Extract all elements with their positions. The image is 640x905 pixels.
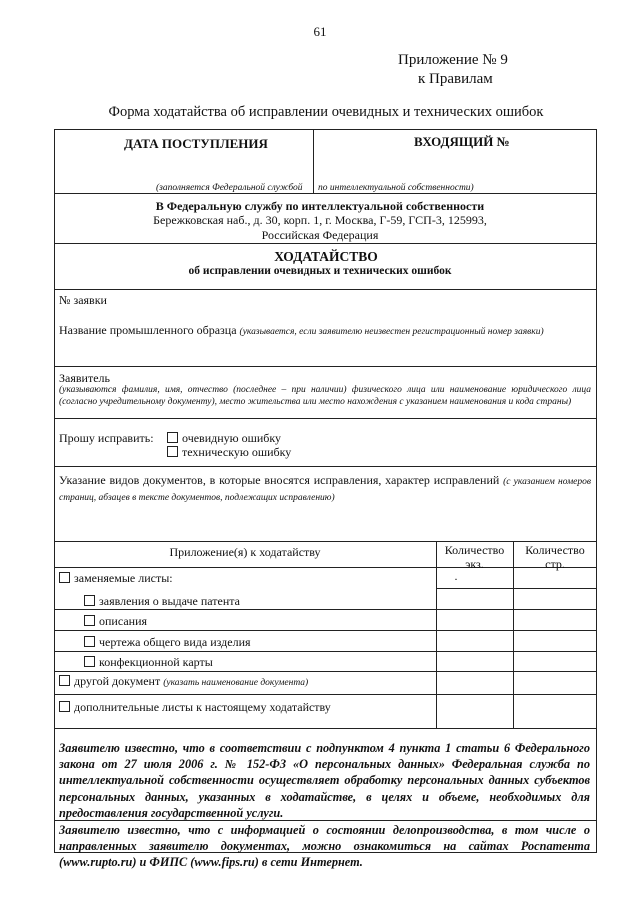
attachment-label: заменяемые листы: xyxy=(74,571,173,585)
attachment-label: конфекционной карты xyxy=(99,655,213,669)
incoming-number-label: ВХОДЯЩИЙ № xyxy=(414,134,510,149)
design-name-hint: (указывается, если заявителю неизвестен регистрационный номер заявки) xyxy=(239,327,544,337)
obvious-error-option[interactable] xyxy=(167,431,281,446)
design-name-label: Название промышленного образца xyxy=(59,323,237,337)
copies-header-line1: Количество xyxy=(444,543,505,557)
attachment-label: описания xyxy=(99,614,148,628)
case-status-notice: Заявителю известно, что с информацией о состоянии делопроизводства, в том числе о направленных заявителю документах, можно ознакомиться на сайтах Роспатента (www.rupto.ru) и ФИПС (www.fips.ru) в сети Интернет. xyxy=(59,823,590,870)
checkbox[interactable] xyxy=(84,636,95,647)
attachment-row-confection-card[interactable] xyxy=(84,655,213,670)
technical-error-option[interactable] xyxy=(167,445,291,460)
petition-subtitle: об исправлении очевидных и технических ошибок xyxy=(188,265,452,277)
pages-header-line2: стр. xyxy=(545,557,565,571)
personal-data-notice: Заявителю известно, что в соответствии с подпунктом 4 пункта 1 статьи 6 Федерального закона от 27 июля 2006 г. № 152-ФЗ «О персональных данных» Федеральная служба по интеллектуальной собственности осуществляет обработку персональных данных субъектов персональных данных, указанных в ходатайстве, в целях и объеме, необходимых для предоставления государственной услуги. xyxy=(59,741,590,820)
documents-field xyxy=(59,473,591,505)
obvious-error-label: очевидную ошибку xyxy=(182,431,282,445)
address-country: Российская Федерация xyxy=(261,228,379,242)
checkbox[interactable] xyxy=(84,615,95,626)
attachment-row-patent-application[interactable] xyxy=(84,594,240,609)
checkbox[interactable] xyxy=(59,572,70,583)
receipt-note-right: по интеллектуальной собственности) xyxy=(318,183,474,193)
obvious-error-checkbox[interactable] xyxy=(167,432,178,443)
attachment-hint: (указать наименование документа) xyxy=(163,678,309,688)
copies-value: · xyxy=(454,572,458,586)
pages-header xyxy=(513,543,597,571)
appendix-number: Приложение № 9 xyxy=(398,52,508,68)
receipt-note-left: (заполняется Федеральной службой xyxy=(156,183,303,193)
receipt-date-label: ДАТА ПОСТУПЛЕНИЯ xyxy=(124,136,268,151)
attachment-row-drawing[interactable] xyxy=(84,635,251,650)
documents-hint: (с указанием номеров страниц, абзацев в тексте документов, подлежащих исправлению) xyxy=(59,477,592,503)
copies-header xyxy=(436,543,513,571)
attachment-row-additional-sheets[interactable] xyxy=(59,700,331,715)
form-title: Форма ходатайства об исправлении очевидных и технических ошибок xyxy=(108,104,544,120)
attachment-label: заявления о выдаче патента xyxy=(99,594,240,608)
attachment-label: дополнительные листы к настоящему ходатайству xyxy=(74,700,331,714)
applicant-label: Заявитель xyxy=(59,371,110,385)
applicant-hint: (указываются фамилия, имя, отчество (последнее – при наличии) физического лица или наименование юридического лица (согласно учредительному документу), место жительства или место нахождения с указанием наименования и кода страны) xyxy=(59,385,591,407)
attachment-row-replaced-sheets[interactable] xyxy=(59,571,173,586)
checkbox[interactable] xyxy=(84,595,95,606)
attachment-row-other-document[interactable] xyxy=(59,674,308,689)
address-street: Бережковская наб., д. 30, корп. 1, г. Москва, Г-59, ГСП-3, 125993, xyxy=(153,213,487,227)
technical-error-checkbox[interactable] xyxy=(167,446,178,457)
pages-header-line1: Количество xyxy=(525,543,585,557)
application-number-label: № заявки xyxy=(59,293,107,307)
page-number: 61 xyxy=(313,24,327,39)
appendix-rules: к Правилам xyxy=(418,71,493,87)
petition-title: ХОДАТАЙСТВО xyxy=(274,249,378,264)
copies-header-line2: экз. xyxy=(465,557,484,571)
correction-label: Прошу исправить: xyxy=(59,431,154,445)
attachments-header: Приложение(я) к ходатайству xyxy=(169,545,321,559)
technical-error-label: техническую ошибку xyxy=(182,445,292,459)
attachment-label: чертежа общего вида изделия xyxy=(99,635,251,649)
checkbox[interactable] xyxy=(84,656,95,667)
attachment-label: другой документ xyxy=(74,674,161,688)
design-name-field xyxy=(59,323,594,338)
attachment-row-description[interactable] xyxy=(84,614,147,629)
addressee: В Федеральную службу по интеллектуальной собственности xyxy=(155,199,485,213)
checkbox[interactable] xyxy=(59,701,70,712)
documents-label: Указание видов документов, в которые вносятся исправления, характер исправлений xyxy=(59,473,500,487)
checkbox[interactable] xyxy=(59,675,70,686)
